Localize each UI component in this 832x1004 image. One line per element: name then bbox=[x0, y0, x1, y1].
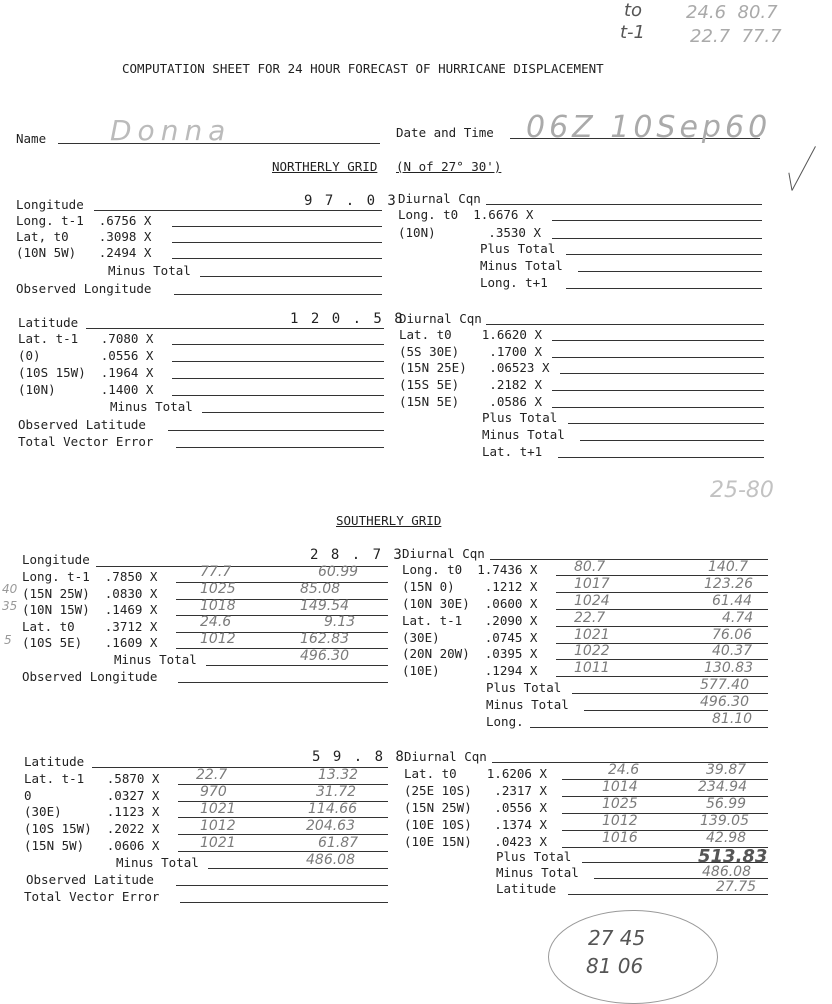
s-lon-row: Long. t-1 .7850 X bbox=[22, 569, 158, 584]
n-lon-minus-total: Minus Total bbox=[108, 263, 191, 278]
corner-tm1-label: t-1 bbox=[620, 22, 646, 43]
n-total-vector-error: Total Vector Error bbox=[18, 434, 154, 449]
n-lat-diurnal-row-line bbox=[552, 407, 764, 408]
n-lat-diurnal-row: (15N 5E) .0586 X bbox=[399, 394, 542, 409]
n-lon-diurnal-plus-line bbox=[566, 254, 762, 255]
s-lat-diurnal-hw-input: 1012 bbox=[602, 813, 638, 829]
s-lat-hw-total: 486.08 bbox=[306, 852, 355, 868]
s-lat-row: 0 .0327 X bbox=[24, 788, 160, 803]
corner-t0-label: to bbox=[624, 0, 643, 21]
s-lat-hw-product: 13.32 bbox=[318, 767, 359, 783]
s-observed-latitude-line bbox=[176, 885, 388, 886]
n-lat-diurnal-plus-line bbox=[568, 423, 764, 424]
s-lat-diurnal-hw-input: 1014 bbox=[602, 779, 638, 795]
s-lat-diurnal-hw-minus: 486.08 bbox=[702, 864, 751, 880]
n-longitude-label: Longitude bbox=[16, 197, 84, 212]
s-lon-diurnal-result-line bbox=[530, 727, 768, 728]
s-lon-diurnal-hw-minus: 496.30 bbox=[700, 694, 749, 710]
n-lat-diurnal-minus-line bbox=[580, 440, 764, 441]
s-lon-diurnal-row: (10E) .1294 X bbox=[402, 663, 538, 678]
n-lat-diurnal-row-line bbox=[560, 373, 764, 374]
s-lon-hw-input: 77.7 bbox=[200, 564, 232, 580]
n-lon-diurnal-line bbox=[486, 204, 762, 205]
n-lat-row-line bbox=[172, 378, 384, 379]
name-label: Name bbox=[16, 131, 47, 146]
s-lon-hw-product: 162.83 bbox=[300, 631, 349, 647]
s-lat-diurnal-row: Lat. t0 1.6206 X bbox=[404, 766, 547, 781]
n-lat-diurnal-row: (15N 25E) .06523 X bbox=[399, 360, 550, 375]
s-lon-diurnal-hw-result: 81.10 bbox=[712, 711, 753, 727]
s-lon-hw-input: 1025 bbox=[200, 581, 236, 597]
s-lat-diurnal-minus-total: Minus Total bbox=[496, 865, 579, 880]
s-lon-hw-product: 85.08 bbox=[300, 581, 341, 597]
n-lat-row: (10N) .1400 X bbox=[18, 382, 154, 397]
s-lat-minus-total: Minus Total bbox=[116, 855, 199, 870]
s-lat-hw-product: 204.63 bbox=[306, 818, 355, 834]
n-lon-diurnal-row: Long. t0 1.6676 X bbox=[398, 207, 534, 222]
s-lon-hw-total: 496.30 bbox=[300, 648, 349, 664]
s-observed-longitude: Observed Longitude bbox=[22, 669, 158, 684]
s-lon-hw-margin: 5 bbox=[4, 633, 12, 647]
check-mark-stem bbox=[788, 173, 792, 191]
n-lat-diurnal-label: Diurnal Cqn bbox=[399, 311, 482, 326]
n-latitude-label: Latitude bbox=[18, 315, 79, 330]
s-lat-minus-line bbox=[208, 868, 388, 869]
s-lon-diurnal-hw-product: 40.37 bbox=[712, 643, 753, 659]
s-lat-hw-product: 114.66 bbox=[308, 801, 357, 817]
s-lat-hw-input: 1021 bbox=[200, 835, 236, 851]
s-lon-hw-input: 1018 bbox=[200, 598, 236, 614]
n-lon-row: (10N 5W) .2494 X bbox=[16, 245, 152, 260]
s-lon-minus-line bbox=[206, 665, 388, 666]
s-lon-hw-product: 9.13 bbox=[324, 614, 356, 630]
s-lat-diurnal-hw-product: 42.98 bbox=[706, 830, 747, 846]
s-lon-hw-input: 24.6 bbox=[200, 614, 232, 630]
n-observed-longitude: Observed Longitude bbox=[16, 281, 152, 296]
s-lon-diurnal-row: (15N 0) .1212 X bbox=[402, 579, 538, 594]
page-title: COMPUTATION SHEET FOR 24 HOUR FORECAST OF HURRICANE DISPLACEMENT bbox=[122, 61, 604, 76]
s-lon-diurnal-hw-product: 140.7 bbox=[708, 559, 749, 575]
s-lat-diurnal-plus-total: Plus Total bbox=[496, 849, 572, 864]
s-lat-diurnal-hw-product: 234.94 bbox=[698, 779, 747, 795]
s-lon-diurnal-plus-total: Plus Total bbox=[486, 680, 562, 695]
n-latitude-value: 1 2 0 . 5 8 bbox=[290, 311, 405, 327]
s-latitude-value: 5 9 . 8 8 bbox=[312, 749, 406, 765]
n-observed-latitude: Observed Latitude bbox=[18, 417, 146, 432]
n-lon-diurnal-row-line bbox=[552, 238, 762, 239]
s-lat-diurnal-label: Diurnal Cqn bbox=[404, 749, 487, 764]
n-lat-row-line bbox=[172, 395, 384, 396]
s-observed-latitude: Observed Latitude bbox=[26, 872, 154, 887]
s-lon-diurnal-hw-product: 130.83 bbox=[704, 660, 753, 676]
s-lat-diurnal-hw-input: 1025 bbox=[602, 796, 638, 812]
n-lon-diurnal-plus-total: Plus Total bbox=[480, 241, 556, 256]
n-lat-minus-total: Minus Total bbox=[110, 399, 193, 414]
s-longitude-label: Longitude bbox=[22, 552, 90, 567]
n-lat-row-line bbox=[172, 361, 384, 362]
s-lon-diurnal-hw-input: 22.7 bbox=[574, 610, 606, 626]
n-lon-diurnal-minus-total: Minus Total bbox=[480, 258, 563, 273]
n-lat-diurnal-row: (15S 5E) .2182 X bbox=[399, 377, 542, 392]
s-total-vector-error: Total Vector Error bbox=[24, 889, 160, 904]
circled-result-longitude: 81 06 bbox=[586, 954, 644, 978]
s-latitude-label: Latitude bbox=[24, 754, 85, 769]
southerly-grid-title: SOUTHERLY GRID bbox=[336, 513, 442, 528]
s-lat-diurnal-hw-product: 56.99 bbox=[706, 796, 747, 812]
n-lat-diurnal-row-line bbox=[552, 390, 764, 391]
n-lat-row: Lat. t-1 .7080 X bbox=[18, 331, 154, 346]
northerly-grid-title: NORTHERLY GRID bbox=[272, 159, 378, 174]
n-lat-diurnal-result: Lat. t+1 bbox=[482, 444, 543, 459]
s-lon-hw-product: 60.99 bbox=[318, 564, 359, 580]
n-lat-diurnal-row: (5S 30E) .1700 X bbox=[399, 344, 542, 359]
s-lon-diurnal-hw-input: 1011 bbox=[574, 660, 610, 676]
n-lat-minus-line bbox=[202, 412, 384, 413]
s-lon-diurnal-hw-product: 61.44 bbox=[712, 593, 753, 609]
s-lon-hw-margin: 40 bbox=[2, 582, 18, 596]
n-lon-minus-line bbox=[200, 276, 382, 277]
s-lon-minus-total: Minus Total bbox=[114, 652, 197, 667]
s-lon-row: (15N 25W) .0830 X bbox=[22, 586, 158, 601]
date-value: 06Z 10Sep60 bbox=[526, 110, 772, 145]
s-lat-hw-product: 61.87 bbox=[318, 835, 359, 851]
s-lat-diurnal-result: Latitude bbox=[496, 881, 557, 896]
s-lat-row: (10S 15W) .2022 X bbox=[24, 821, 160, 836]
s-lon-row: Lat. t0 .3712 X bbox=[22, 619, 158, 634]
n-lat-diurnal-plus-total: Plus Total bbox=[482, 410, 558, 425]
circled-result-latitude: 27 45 bbox=[588, 926, 646, 950]
n-lat-diurnal-row: Lat. t0 1.6620 X bbox=[399, 327, 542, 342]
s-lat-hw-product: 31.72 bbox=[316, 784, 357, 800]
s-longitude-value: 2 8 . 7 3 bbox=[310, 547, 404, 563]
s-lon-diurnal-row: (20N 20W) .0395 X bbox=[402, 646, 538, 661]
s-lon-row: (10N 15W) .1469 X bbox=[22, 602, 158, 617]
n-lon-row-line bbox=[172, 258, 382, 259]
n-lon-diurnal-result-line bbox=[566, 288, 762, 289]
n-lon-diurnal-minus-line bbox=[578, 271, 762, 272]
s-lon-diurnal-row: Lat. t-1 .2090 X bbox=[402, 613, 538, 628]
s-lon-hw-input: 1012 bbox=[200, 631, 236, 647]
s-lon-diurnal-result: Long. bbox=[486, 714, 524, 729]
n-lon-diurnal-label: Diurnal Cqn bbox=[398, 191, 481, 206]
s-lon-diurnal-hw-input: 1022 bbox=[574, 643, 610, 659]
s-lat-row-line bbox=[178, 851, 388, 852]
corner-t0-values: 24.6 80.7 bbox=[686, 2, 778, 23]
s-lat-diurnal-row: (10E 10S) .1374 X bbox=[404, 817, 547, 832]
s-lon-diurnal-hw-input: 1021 bbox=[574, 627, 610, 643]
s-lon-diurnal-hw-input: 1024 bbox=[574, 593, 610, 609]
s-lon-row-line bbox=[176, 648, 388, 649]
n-lat-diurnal-row-line bbox=[552, 340, 764, 341]
s-lat-hw-input: 1021 bbox=[200, 801, 236, 817]
s-lon-diurnal-row: Long. t0 1.7436 X bbox=[402, 562, 538, 577]
s-lat-diurnal-hw-input: 24.6 bbox=[608, 762, 640, 778]
s-lon-hw-margin: 35 bbox=[2, 599, 18, 613]
northerly-grid-subtitle: (N of 27° 30') bbox=[396, 159, 502, 174]
n-lon-row-line bbox=[172, 242, 382, 243]
n-observed-latitude-line bbox=[168, 430, 384, 431]
check-mark bbox=[792, 146, 816, 191]
s-lon-row: (10S 5E) .1609 X bbox=[22, 635, 158, 650]
n-observed-longitude-line bbox=[174, 294, 382, 295]
s-lat-row: (30E) .1123 X bbox=[24, 804, 160, 819]
s-lat-diurnal-row: (25E 10S) .2317 X bbox=[404, 783, 547, 798]
n-longitude-line bbox=[94, 210, 382, 211]
n-lon-row-line bbox=[172, 226, 382, 227]
s-observed-longitude-line bbox=[178, 682, 388, 683]
n-lon-diurnal-row-line bbox=[552, 220, 762, 221]
n-latitude-line bbox=[86, 328, 384, 329]
n-longitude-value: 9 7 . 0 3 bbox=[304, 193, 398, 209]
s-lat-diurnal-hw-product: 139.05 bbox=[700, 813, 749, 829]
s-total-vector-error-line bbox=[180, 902, 388, 903]
s-lat-diurnal-hw-result: 27.75 bbox=[716, 879, 757, 895]
s-lat-diurnal-row: (15N 25W) .0556 X bbox=[404, 800, 547, 815]
s-lat-diurnal-row: (10E 15N) .0423 X bbox=[404, 834, 547, 849]
s-lon-diurnal-minus-total: Minus Total bbox=[486, 697, 569, 712]
s-lat-hw-input: 1012 bbox=[200, 818, 236, 834]
s-lon-diurnal-hw-product: 123.26 bbox=[704, 576, 753, 592]
s-lon-hw-product: 149.54 bbox=[300, 598, 349, 614]
s-lon-diurnal-hw-product: 4.74 bbox=[722, 610, 754, 626]
n-lat-diurnal-result-line bbox=[558, 457, 764, 458]
corner-tm1-values: 22.7 77.7 bbox=[690, 26, 782, 47]
n-lon-diurnal-result: Long. t+1 bbox=[480, 275, 548, 290]
s-lat-diurnal-hw-product: 39.87 bbox=[706, 762, 747, 778]
s-lat-row: Lat. t-1 .5870 X bbox=[24, 771, 160, 786]
s-lon-diurnal-label: Diurnal Cqn bbox=[402, 546, 485, 561]
s-lon-diurnal-hw-plus: 577.40 bbox=[700, 677, 749, 693]
s-lat-hw-input: 970 bbox=[200, 784, 227, 800]
n-lat-diurnal-minus-total: Minus Total bbox=[482, 427, 565, 442]
s-lon-diurnal-row: (30E) .0745 X bbox=[402, 630, 538, 645]
s-lon-diurnal-hw-input: 80.7 bbox=[574, 559, 606, 575]
n-lat-row: (10S 15W) .1964 X bbox=[18, 365, 154, 380]
n-total-vector-error-line bbox=[176, 447, 384, 448]
date-label: Date and Time bbox=[396, 125, 494, 140]
s-lat-diurnal-hw-input: 1016 bbox=[602, 830, 638, 846]
s-lon-diurnal-hw-product: 76.06 bbox=[712, 627, 753, 643]
n-lat-row-line bbox=[172, 344, 384, 345]
n-lon-diurnal-row: (10N) .3530 X bbox=[398, 225, 541, 240]
s-lon-diurnal-hw-input: 1017 bbox=[574, 576, 610, 592]
s-lat-hw-input: 22.7 bbox=[196, 767, 228, 783]
n-lon-row: Long. t-1 .6756 X bbox=[16, 213, 152, 228]
n-lat-row: (0) .0556 X bbox=[18, 348, 154, 363]
n-lon-row: Lat, t0 .3098 X bbox=[16, 229, 152, 244]
s-lat-diurnal-hw-plus: 513.83 bbox=[698, 846, 768, 867]
s-lon-diurnal-row: (10N 30E) .0600 X bbox=[402, 596, 538, 611]
name-value: Donna bbox=[110, 114, 232, 147]
n-lat-diurnal-line bbox=[486, 324, 764, 325]
southerly-corner-note: 25-80 bbox=[710, 478, 774, 503]
s-lat-row: (15N 5W) .0606 X bbox=[24, 838, 160, 853]
n-lat-diurnal-row-line bbox=[552, 357, 764, 358]
